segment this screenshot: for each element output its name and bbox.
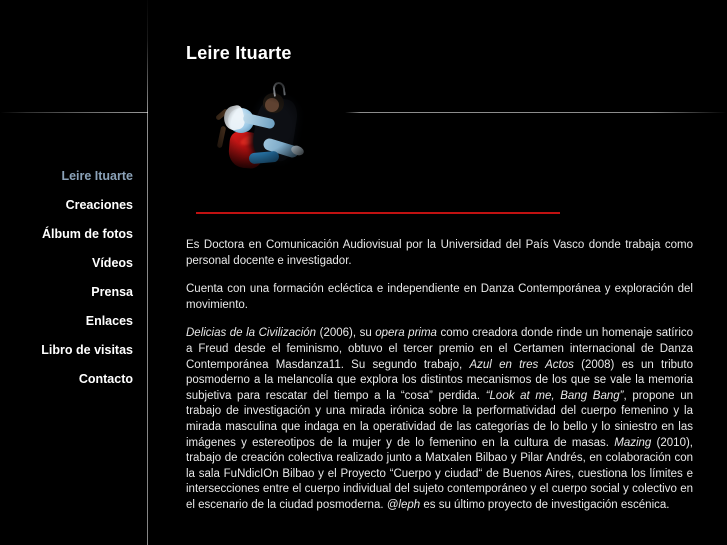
- sidebar-item-album-de-fotos[interactable]: Álbum de fotos: [42, 227, 133, 241]
- red-divider-rule: [196, 212, 560, 214]
- header-rule-right: [345, 112, 727, 113]
- header-rule-left: [0, 112, 148, 113]
- sidebar-item-libro-de-visitas[interactable]: Libro de visitas: [41, 343, 133, 357]
- content-text: (2010), trabajo de creación colectiva realizado junto a Matxalen Bilbao y Pilar Andrés, en colaboración con la sala FuNdicIOn Bilbao y el Proyecto “Cuerpo y ciudad“ de Buenos Aires, cuestiona los límites e intersecciones entre el cuerpo individual del sujeto contemporáneo y el cuerpo social y colectivo en el escenario de la ciudad posmoderna.: [186, 436, 693, 511]
- content-text: Cuenta con una formación ecléctica e independiente en Danza Contemporánea y exploración del movimiento.: [186, 283, 693, 311]
- work-title: “Look at me, Bang Bang”: [485, 389, 624, 402]
- main-content: [186, 238, 693, 514]
- content-paragraph: [186, 326, 693, 513]
- content-text: es su último proyecto de investigación escénica.: [420, 498, 670, 511]
- sidebar-item-leire-ituarte[interactable]: Leire Ituarte: [61, 169, 133, 183]
- sidebar-item-videos[interactable]: Vídeos: [92, 256, 133, 270]
- work-title: Mazing: [614, 436, 652, 449]
- content-paragraph: [186, 282, 693, 313]
- work-title: Delicias de la Civilización: [186, 327, 317, 340]
- content-text: Es Doctora en Comunicación Audiovisual por la Universidad del País Vasco donde trabaja como personal docente e investigador.: [186, 239, 693, 267]
- dancers-photo: [207, 82, 315, 174]
- sidebar-item-enlaces[interactable]: Enlaces: [85, 314, 133, 328]
- content-text: (2006), su: [316, 327, 376, 340]
- work-title: @leph: [386, 498, 421, 511]
- sidebar-nav: [0, 170, 133, 402]
- page-title: Leire Ituarte: [186, 43, 292, 63]
- content-paragraph: [186, 238, 693, 269]
- content-text: (2008) es un tributo posmoderno a la melancolía que explora los distintos mecanismos de los que se vale la memoria subjetiva para rescatar del tiempo a la “cosa” perdida.: [186, 358, 694, 402]
- sidebar-item-contacto[interactable]: Contacto: [78, 372, 133, 386]
- work-title: opera prima: [375, 327, 437, 340]
- sidebar-item-creaciones[interactable]: Creaciones: [65, 198, 133, 212]
- work-title: Azul en tres Actos: [469, 358, 574, 371]
- sidebar-item-prensa[interactable]: Prensa: [91, 285, 133, 299]
- sidebar-divider-rule: [147, 0, 148, 545]
- content-text: , propone un trabajo de investigación y una mirada irónica sobre la performatividad del cuerpo femenino y la mirada masculina que indaga en la operatividad de las categorías de lo bello y lo siniestro en las imágenes y estereotipos de la mujer y de lo femenino en la cultura de masas.: [186, 389, 693, 449]
- content-text: como creadora donde rinde un homenaje satírico a Freud desde el feminismo, obtuvo el tercer premio en el Certamen internacional de Danza Contemporánea Masdanza11. Su segundo trabajo,: [186, 327, 694, 371]
